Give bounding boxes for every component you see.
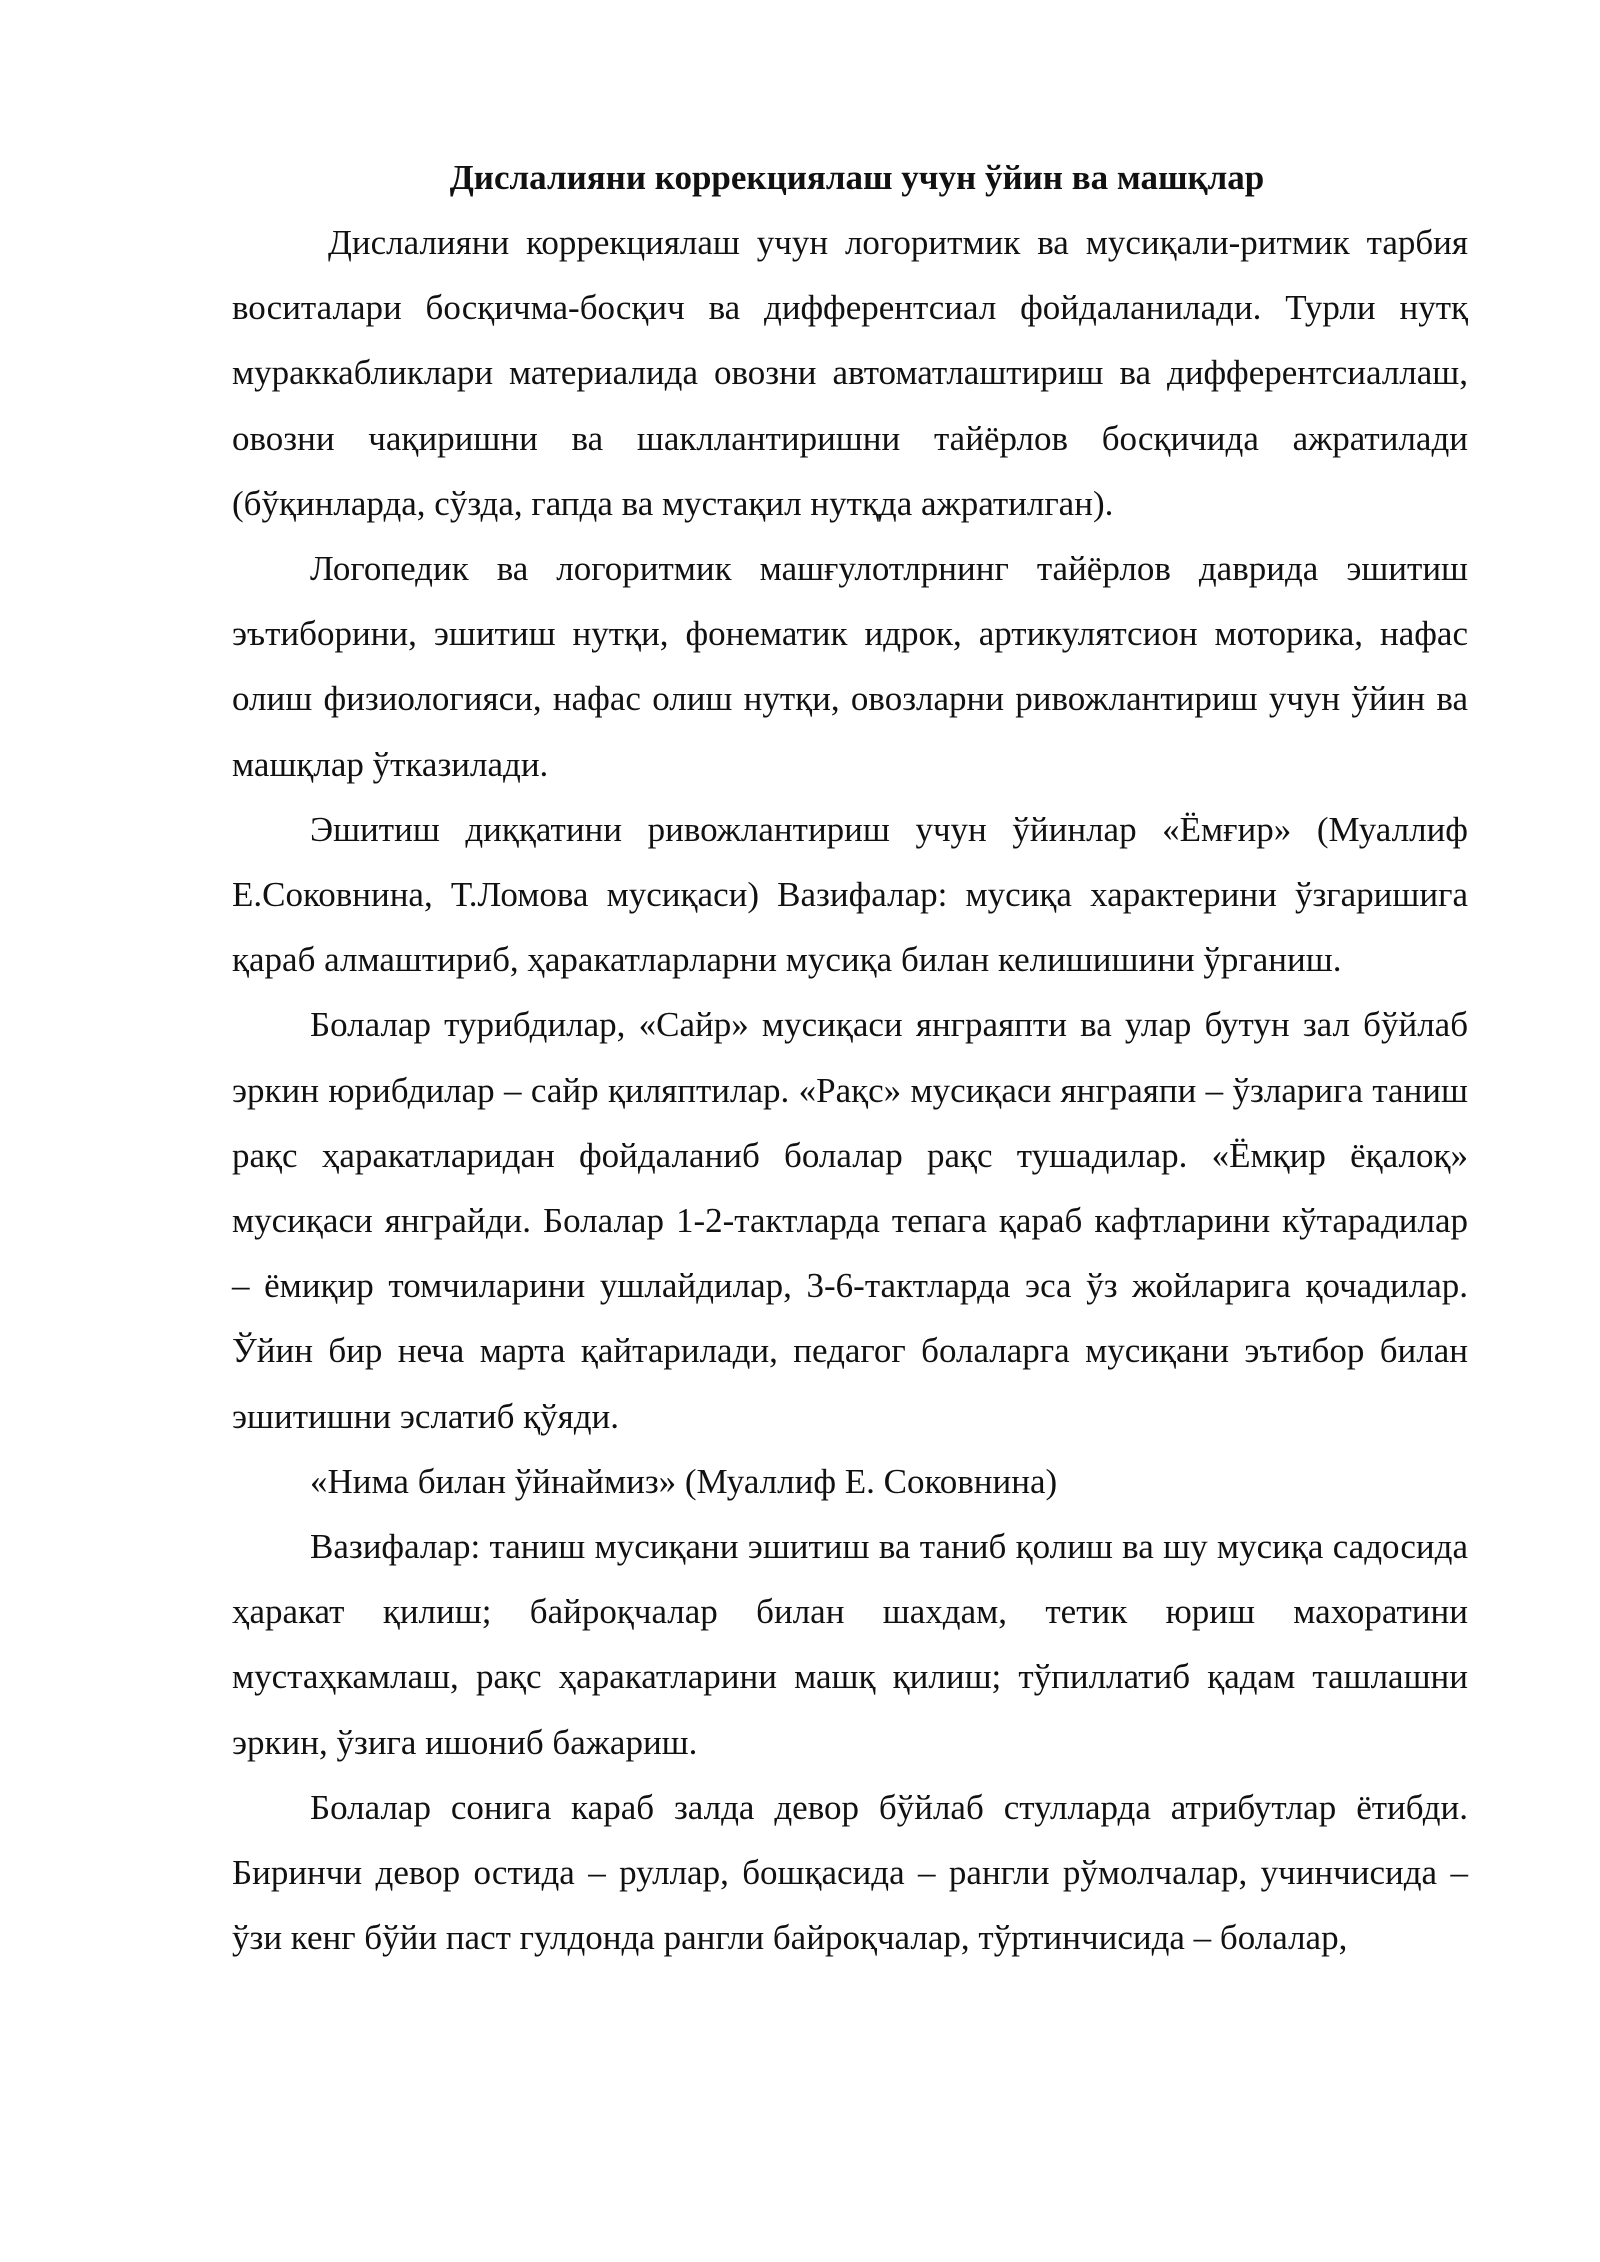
paragraph-attributes: Болалар сонига караб залда девор бўйлаб стулларда атрибутлар ётибди. Биринчи девор остида – руллар, бошқасида – рангли рўмолчалар, учинчисида – ўзи кенг бўйи паст гулдонда рангли байроқчалар, тўртинчисида – болалар, bbox=[232, 1787, 1468, 1958]
paragraph-preparation: Логопедик ва логоритмик машғулотлрнинг тайёрлов даврида эшитиш эътиборини, эшитиш нутқи, фонематик идрок, артикулятсион моторика, нафас олиш физиологияси, нафас олиш нутқи, овозларни ривожлантириш учун ўйин ва машқлар ўтказилади. bbox=[232, 549, 1468, 784]
paragraph-intro: Дислалияни коррекциялаш учун логоритмик ва мусиқали-ритмик тарбия воситалари босқичма-босқич ва дифферентсиал фойдаланилади. Турли нутқ мураккабликлари материалида овозни автоматлаштириш ва дифферентсиаллаш, овозни чақиришни ва шакллантиришни тайёрлов босқичида ажратилади (бўқинларда, сўзда, гапда ва мустақил нутқда ажратилган). bbox=[232, 223, 1468, 523]
paragraph-rain-game-description: Болалар турибдилар, «Сайр» мусиқаси янграяпти ва улар бутун зал бўйлаб эркин юрибдилар – сайр қиляптилар. «Рақс» мусиқаси янграяпи – ўзларига таниш рақс ҳаракатларидан фойдаланиб болалар рақс тушадилар. «Ёмқир ёқалоқ» мусиқаси янграйди. Болалар 1-2-тактларда тепага қараб кафтларини кўтарадилар – ёмиқир томчиларини ушлайдилар, 3-6-тактларда эса ўз жойларига қочадилар. Ўйин бир неча марта қайтарилади, педагог болаларга мусиқани эътибор билан эшитишни эслатиб қўяди. bbox=[232, 1005, 1468, 1436]
paragraph-what-we-play-title: «Нима билан ўйнаймиз» (Муаллиф Е. Соковнина) bbox=[310, 1461, 1058, 1501]
paragraph-tasks: Вазифалар: таниш мусиқани эшитиш ва таниб қолиш ва шу мусиқа садосида ҳаракат қилиш; байроқчалар билан шахдам, тетик юриш махоратини мустаҳкамлаш, рақс ҳаракатларини машқ қилиш; тўпиллатиб қадам ташлашни эркин, ўзига ишониб бажариш. bbox=[232, 1527, 1468, 1762]
document-body bbox=[232, 146, 1468, 1970]
paragraph-rain-game: Эшитиш диққатини ривожлантириш учун ўйинлар «Ёмғир» (Муаллиф Е.Соковнина, Т.Ломова мусиқаси) Вазифалар: мусиқа характерини ўзгаришига қараб алмаштириб, ҳаракатларларни мусиқа билан келишишини ўрганиш. bbox=[232, 809, 1468, 980]
document-title: Дислалияни коррекциялаш учун ўйин ва машқлар bbox=[449, 158, 1265, 197]
